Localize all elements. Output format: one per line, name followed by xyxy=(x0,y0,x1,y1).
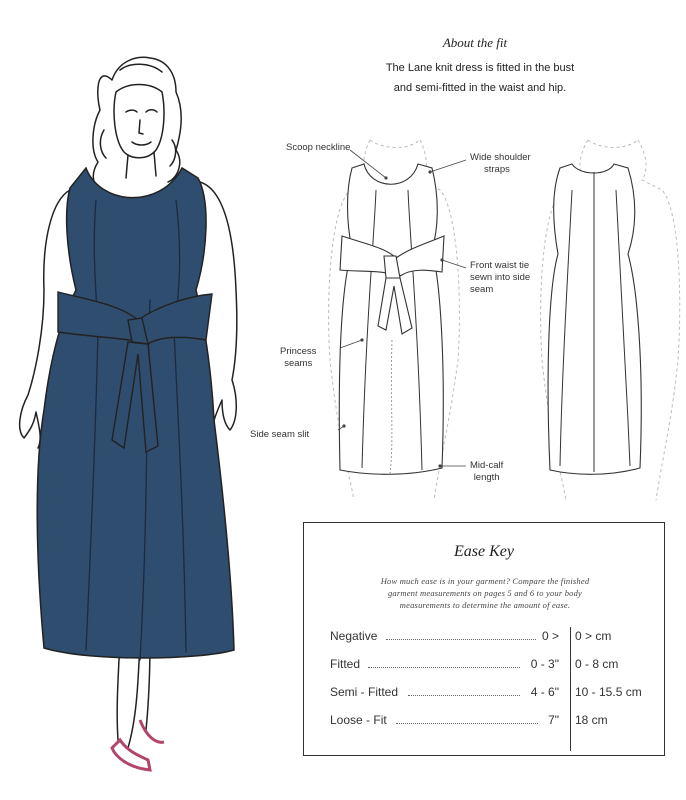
callout-mid-calf: Mid-calf length xyxy=(470,460,504,483)
ease-row-loose-fit xyxy=(330,713,650,729)
ease-metric: 0 > cm xyxy=(575,629,612,643)
ease-key-title: Ease Key xyxy=(454,543,514,560)
leader-dots xyxy=(386,639,536,640)
ease-metric: 18 cm xyxy=(575,713,608,727)
leader-dots xyxy=(368,667,520,668)
ease-imperial: 7" xyxy=(548,713,559,727)
ease-metric: 10 - 15.5 cm xyxy=(575,685,642,699)
ease-label: Semi - Fitted xyxy=(330,685,399,699)
front-dress xyxy=(339,164,443,474)
ease-label: Fitted xyxy=(330,657,361,671)
callout-front-tie: Front waist tie sewn into side seam xyxy=(470,260,531,295)
about-fit-description xyxy=(360,58,600,98)
ease-key-intro: How much ease is in your garment? Compare the finished garment measurements on pages 5 and 6 to your body measurements to determine the amount of ease. xyxy=(380,576,590,610)
callout-wide-shoulder: Wide shoulder straps xyxy=(470,152,531,175)
callout-scoop-neckline: Scoop neckline xyxy=(286,142,351,153)
description-line-1: The Lane knit dress is fitted in the bust xyxy=(385,62,575,74)
ease-column-divider xyxy=(570,627,571,751)
callout-princess-seams: Princess seams xyxy=(280,346,317,369)
back-dress xyxy=(548,164,641,474)
face xyxy=(114,85,164,158)
ease-label: Negative xyxy=(330,629,378,643)
dress-body xyxy=(37,168,234,658)
shoe xyxy=(112,740,150,770)
ease-key-box xyxy=(303,522,665,756)
about-fit-title: About the fit xyxy=(442,35,508,50)
ease-imperial: 0 > xyxy=(541,629,559,643)
ease-row-negative xyxy=(330,629,650,645)
technical-drawings xyxy=(290,120,686,510)
ease-row-fitted xyxy=(330,657,650,673)
ease-imperial: 0 - 3" xyxy=(530,657,559,671)
model-illustration xyxy=(0,0,300,800)
ease-label: Loose - Fit xyxy=(330,713,387,727)
ease-imperial: 4 - 6" xyxy=(530,685,559,699)
leader-dots xyxy=(408,695,520,696)
ease-metric: 0 - 8 cm xyxy=(575,657,619,671)
description-line-2: and semi-fitted in the waist and hip. xyxy=(393,82,567,94)
leader-dots xyxy=(396,723,538,724)
ease-row-semi-fitted xyxy=(330,685,650,701)
callout-side-slit: Side seam slit xyxy=(250,429,310,440)
